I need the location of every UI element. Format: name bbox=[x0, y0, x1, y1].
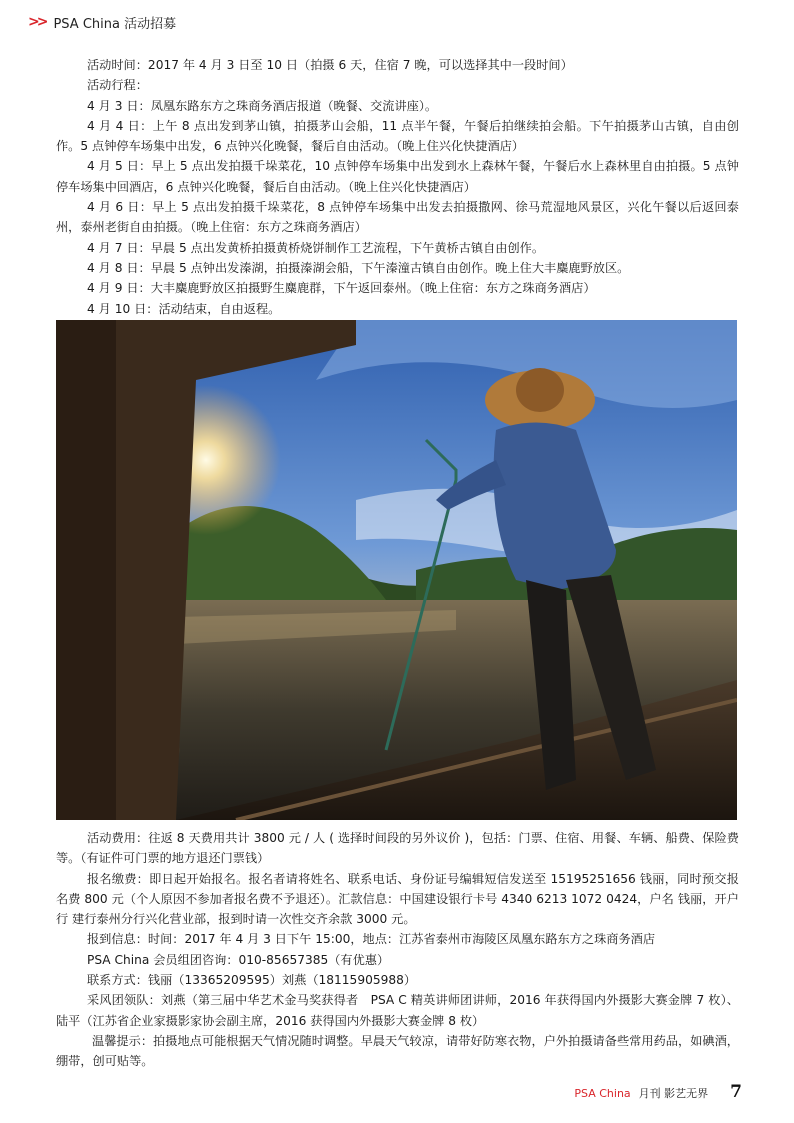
footer-magazine: 月刊 影艺无界 bbox=[638, 1087, 709, 1100]
itinerary-heading: 活动行程： bbox=[87, 78, 148, 93]
itinerary-day-9: 4 月 9 日：大丰麋鹿野放区拍摄野生麋鹿群，下午返回泰州。（晚上住宿：东方之珠商务酒店） bbox=[87, 281, 596, 296]
section-title: PSA China 活动招募 bbox=[53, 16, 177, 32]
page-number: 7 bbox=[730, 1082, 742, 1102]
page-header bbox=[28, 11, 176, 33]
page-footer bbox=[574, 1082, 742, 1102]
registration-text bbox=[56, 828, 739, 1072]
itinerary-day-4: 4 月 4 日：上午 8 点出发到茅山镇，拍摄茅山会船，11 点半午餐，午餐后拍继续拍会船。下午拍摄茅山古镇，自由创作。5 点钟停车场集中出发，6 点钟兴化晚餐，餐后自由活动。（晚上住兴化快捷酒店） bbox=[56, 118, 739, 154]
itinerary-day-10: 4 月 10 日：活动结束，自由返程。 bbox=[87, 301, 281, 316]
member-consultation: PSA China 会员组团咨询：010-85657385（有优惠） bbox=[87, 952, 390, 967]
check-in-info: 报到信息：时间：2017 年 4 月 3 日下午 15:00，地点：江苏省泰州市海陵区凤凰东路东方之珠商务酒店 bbox=[87, 932, 656, 947]
contact-info: 联系方式：钱丽（13365209595）刘燕（18115905988） bbox=[87, 973, 417, 988]
itinerary-day-6: 4 月 6 日：早上 5 点出发拍摄千垛菜花，8 点钟停车场集中出发去拍摄撒网、徐马荒湿地风景区，兴化午餐以后返回泰州，泰州老街自由拍摄。（晚上住宿：东方之珠商务酒店） bbox=[56, 200, 739, 235]
warm-tips: 温馨提示：拍摄地点可能根据天气情况随时调整。早晨天气较凉，请带好防寒衣物，户外拍摄请备些常用药品，如碘酒，绷带，创可贴等。 bbox=[56, 1033, 739, 1069]
itinerary-day-5: 4 月 5 日：早上 5 点出发拍摄千垛菜花，10 点钟停车场集中出发到水上森林午餐，午餐后水上森林里自由拍摄。5 点钟停车场集中回酒店，6 点钟兴化晚餐，餐后自由活动。（晚上住兴化快捷酒店） bbox=[56, 159, 739, 194]
registration-payment: 报名缴费：即日起开始报名。报名者请将姓名、联系电话、身份证号编辑短信发送至 15195251656 钱丽，同时预交报名费 800 元（个人原因不参加者报名费不予退还）。汇款信息：中国建设银行卡号 4340 6213 1072 0424，户名 钱丽，开户行 建行泰州分行兴化营业部，报到时请一次性交齐余款 3000 元。 bbox=[56, 871, 739, 927]
boatman-river-photo bbox=[56, 320, 737, 820]
footer-brand: PSA China bbox=[574, 1087, 631, 1100]
team-leaders: 采风团领队：刘燕（第三届中华艺术金马奖获得者 PSA C 精英讲师团讲师，2016 年获得国内外摄影大赛金牌 7 枚）、陆平（江苏省企业家摄影家协会副主席，2016 获得国内外摄影大赛金牌 8 枚） bbox=[56, 993, 739, 1028]
activity-fee: 活动费用：往返 8 天费用共计 3800 元 / 人 ( 选择时间段的另外议价 )，包括：门票、住宿、用餐、车辆、船费、保险费等。（有证件可门票的地方退还门票钱） bbox=[56, 831, 739, 866]
itinerary-day-8: 4 月 8 日：早晨 5 点钟出发溱湖，拍摄溱湖会船，下午溱潼古镇自由创作。晚上住大丰麋鹿野放区。 bbox=[87, 260, 630, 275]
activity-time: 活动时间：2017 年 4 月 3 日至 10 日（拍摄 6 天，住宿 7 晚，可以选择其中一段时间） bbox=[87, 58, 573, 72]
itinerary-text bbox=[56, 55, 739, 319]
double-chevron-icon: >> bbox=[28, 14, 46, 30]
itinerary-day-3: 4 月 3 日：凤凰东路东方之珠商务酒店报道（晚餐、交流讲座）。 bbox=[87, 98, 438, 113]
itinerary-day-7: 4 月 7 日：早晨 5 点出发黄桥拍摄黄桥烧饼制作工艺流程，下午黄桥古镇自由创作。 bbox=[87, 240, 545, 255]
